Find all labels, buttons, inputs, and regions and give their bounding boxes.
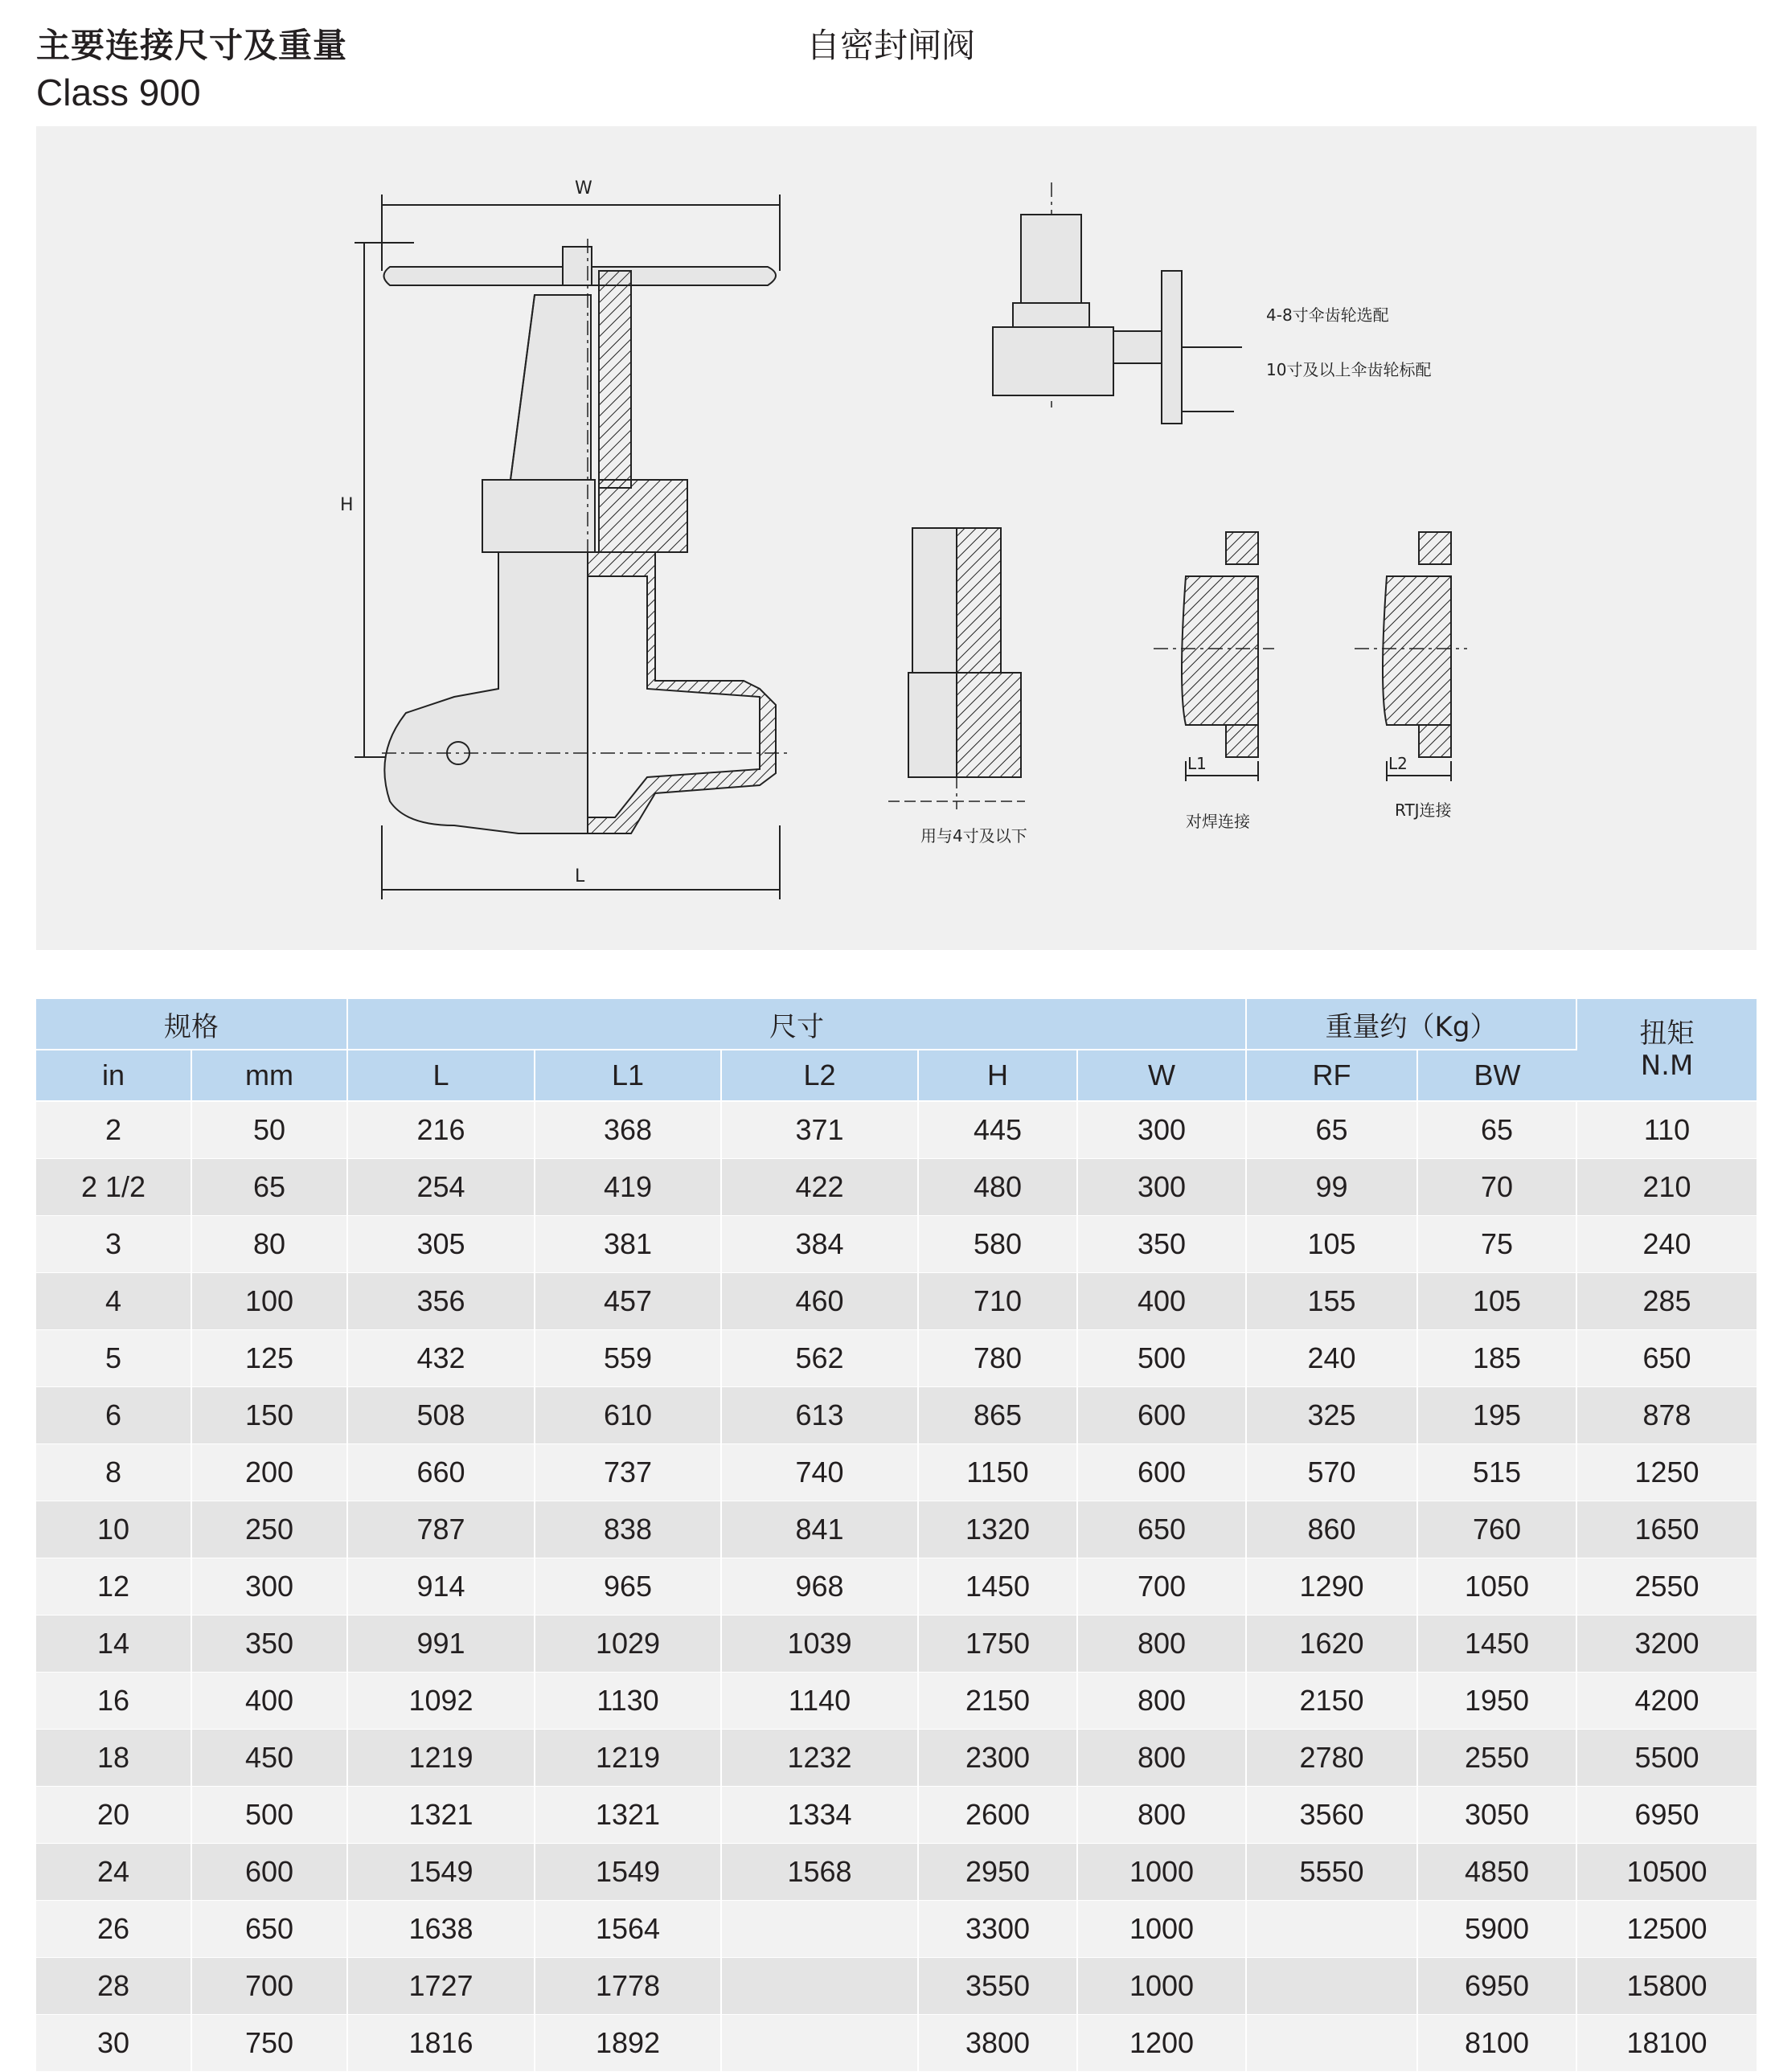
table-cell: 965 xyxy=(535,1558,721,1615)
small-size-note: 用与4寸及以下 xyxy=(920,826,1027,846)
table-row xyxy=(36,1273,1757,1330)
section-title: 主要连接尺寸及重量 xyxy=(36,26,348,65)
table-cell: 10500 xyxy=(1576,1844,1757,1901)
table-cell: 2 xyxy=(36,1101,191,1159)
table-cell: 4850 xyxy=(1417,1844,1576,1901)
table-cell: 30 xyxy=(36,2015,191,2072)
table-cell: 740 xyxy=(721,1444,918,1501)
table-cell: 432 xyxy=(347,1330,535,1387)
table-cell xyxy=(721,1901,918,1958)
table-cell: 800 xyxy=(1077,1730,1246,1787)
table-cell: 50 xyxy=(191,1101,347,1159)
table-cell: 5900 xyxy=(1417,1901,1576,1958)
table-body xyxy=(36,1101,1757,2072)
table-cell: 20 xyxy=(36,1787,191,1844)
table-row xyxy=(36,1216,1757,1273)
table-cell: 2150 xyxy=(918,1673,1077,1730)
table-row xyxy=(36,1730,1757,1787)
table-cell: 75 xyxy=(1417,1216,1576,1273)
table-cell: 1250 xyxy=(1576,1444,1757,1501)
table-cell: 1750 xyxy=(918,1615,1077,1673)
table-cell: 80 xyxy=(191,1216,347,1273)
table-cell: 1050 xyxy=(1417,1558,1576,1615)
table-cell: 1816 xyxy=(347,2015,535,2072)
table-cell: 5550 xyxy=(1246,1844,1417,1901)
table-cell: 185 xyxy=(1417,1330,1576,1387)
header-torque-unit: N.M xyxy=(1640,1050,1694,1082)
table-cell: 2950 xyxy=(918,1844,1077,1901)
table-cell: 381 xyxy=(535,1216,721,1273)
table-cell: 1130 xyxy=(535,1673,721,1730)
dimension-h xyxy=(355,243,414,757)
table-cell: 1219 xyxy=(535,1730,721,1787)
table-cell: 838 xyxy=(535,1501,721,1558)
table-cell: 1000 xyxy=(1077,1844,1246,1901)
col-l2: L2 xyxy=(721,1050,918,1101)
table-row xyxy=(36,1387,1757,1444)
table-cell: 914 xyxy=(347,1558,535,1615)
table-cell: 700 xyxy=(191,1958,347,2015)
table-cell: 18100 xyxy=(1576,2015,1757,2072)
table-cell: 16 xyxy=(36,1673,191,1730)
table-cell: 2150 xyxy=(1246,1673,1417,1730)
table-cell: 968 xyxy=(721,1558,918,1615)
table-cell: 3200 xyxy=(1576,1615,1757,1673)
table-cell: 800 xyxy=(1077,1615,1246,1673)
table-cell: 350 xyxy=(1077,1216,1246,1273)
table-cell: 254 xyxy=(347,1159,535,1216)
table-cell: 325 xyxy=(1246,1387,1417,1444)
col-l1: L1 xyxy=(535,1050,721,1101)
table-cell: 841 xyxy=(721,1501,918,1558)
table-row xyxy=(36,1444,1757,1501)
table-row xyxy=(36,1901,1757,1958)
table-row xyxy=(36,1159,1757,1216)
table-cell xyxy=(721,2015,918,2072)
table-cell xyxy=(1246,1958,1417,2015)
table-cell: 2550 xyxy=(1576,1558,1757,1615)
table-cell: 450 xyxy=(191,1730,347,1787)
table-cell: 6950 xyxy=(1576,1787,1757,1844)
table-cell: 356 xyxy=(347,1273,535,1330)
table-cell: 750 xyxy=(191,2015,347,2072)
table-cell: 600 xyxy=(1077,1444,1246,1501)
header-torque-label: 扭矩 xyxy=(1639,1018,1695,1050)
table-cell: 105 xyxy=(1246,1216,1417,1273)
table-cell: 195 xyxy=(1417,1387,1576,1444)
table-cell: 5 xyxy=(36,1330,191,1387)
table-cell: 368 xyxy=(535,1101,721,1159)
table-cell: 865 xyxy=(918,1387,1077,1444)
table-cell: 559 xyxy=(535,1330,721,1387)
label-h: H xyxy=(340,495,354,515)
table-cell: 8 xyxy=(36,1444,191,1501)
table-cell: 1638 xyxy=(347,1901,535,1958)
bevel-gear-operator xyxy=(993,182,1242,424)
table-cell: 384 xyxy=(721,1216,918,1273)
table-cell: 2780 xyxy=(1246,1730,1417,1787)
table-cell: 26 xyxy=(36,1901,191,1958)
table-cell: 1039 xyxy=(721,1615,918,1673)
header-weight: 重量约（Kg） xyxy=(1246,999,1576,1050)
table-cell xyxy=(1246,1901,1417,1958)
table-cell: 3300 xyxy=(918,1901,1077,1958)
table-cell: 1232 xyxy=(721,1730,918,1787)
table-cell: 3550 xyxy=(918,1958,1077,2015)
label-w: W xyxy=(575,178,592,199)
table-cell: 15800 xyxy=(1576,1958,1757,2015)
table-cell: 760 xyxy=(1417,1501,1576,1558)
table-cell: 508 xyxy=(347,1387,535,1444)
table-cell: 305 xyxy=(347,1216,535,1273)
gear-note-2: 10寸及以上伞齿轮标配 xyxy=(1266,360,1432,379)
table-cell: 1727 xyxy=(347,1958,535,2015)
table-cell: 371 xyxy=(721,1101,918,1159)
valve-body xyxy=(384,552,588,833)
table-cell xyxy=(721,1958,918,2015)
table-cell: 610 xyxy=(535,1387,721,1444)
table-cell: 1200 xyxy=(1077,2015,1246,2072)
table-cell: 10 xyxy=(36,1501,191,1558)
col-h: H xyxy=(918,1050,1077,1101)
table-cell: 14 xyxy=(36,1615,191,1673)
table-cell: 210 xyxy=(1576,1159,1757,1216)
table-row xyxy=(36,1501,1757,1558)
table-cell: 1321 xyxy=(347,1787,535,1844)
table-cell: 1564 xyxy=(535,1901,721,1958)
table-cell: 3560 xyxy=(1246,1787,1417,1844)
table-cell: 28 xyxy=(36,1958,191,2015)
table-cell: 65 xyxy=(1417,1101,1576,1159)
table-cell xyxy=(1246,2015,1417,2072)
col-mm: mm xyxy=(191,1050,347,1101)
col-l: L xyxy=(347,1050,535,1101)
table-cell: 1000 xyxy=(1077,1958,1246,2015)
table-row xyxy=(36,1787,1757,1844)
table-cell: 250 xyxy=(191,1501,347,1558)
table-cell: 419 xyxy=(535,1159,721,1216)
table-row xyxy=(36,1958,1757,2015)
table-cell: 1290 xyxy=(1246,1558,1417,1615)
label-l: L xyxy=(575,866,585,887)
table-cell: 155 xyxy=(1246,1273,1417,1330)
table-cell: 800 xyxy=(1077,1673,1246,1730)
butt-weld-end-detail xyxy=(1154,532,1274,781)
table-cell: 6950 xyxy=(1417,1958,1576,2015)
table-cell: 600 xyxy=(1077,1387,1246,1444)
table-cell: 200 xyxy=(191,1444,347,1501)
table-cell: 6 xyxy=(36,1387,191,1444)
rtj-label: RTJ连接 xyxy=(1395,801,1452,820)
table-cell: 422 xyxy=(721,1159,918,1216)
table-cell: 1778 xyxy=(535,1958,721,2015)
table-cell: 515 xyxy=(1417,1444,1576,1501)
table-cell: 1568 xyxy=(721,1844,918,1901)
table-cell: 878 xyxy=(1576,1387,1757,1444)
table-row xyxy=(36,1330,1757,1387)
table-cell: 216 xyxy=(347,1101,535,1159)
label-l1: L1 xyxy=(1187,754,1207,773)
table-cell: 2550 xyxy=(1417,1730,1576,1787)
header-size: 尺寸 xyxy=(347,999,1246,1050)
table-cell: 650 xyxy=(191,1901,347,1958)
col-rf: RF xyxy=(1246,1050,1417,1101)
product-name: 自密封闸阀 xyxy=(806,26,976,65)
table-cell: 18 xyxy=(36,1730,191,1787)
table-row xyxy=(36,2015,1757,2072)
table-cell: 24 xyxy=(36,1844,191,1901)
table-cell: 8100 xyxy=(1417,2015,1576,2072)
technical-drawing-panel xyxy=(36,126,1757,950)
col-bw: BW xyxy=(1417,1050,1576,1101)
dimension-l xyxy=(382,825,780,899)
table-cell: 99 xyxy=(1246,1159,1417,1216)
table-cell: 1892 xyxy=(535,2015,721,2072)
table-cell: 700 xyxy=(1077,1558,1246,1615)
table-cell: 500 xyxy=(191,1787,347,1844)
table-cell: 1450 xyxy=(918,1558,1077,1615)
table-cell: 2 1/2 xyxy=(36,1159,191,1216)
table-cell: 12 xyxy=(36,1558,191,1615)
table-row xyxy=(36,1615,1757,1673)
small-size-bonnet-detail xyxy=(888,528,1025,809)
table-cell: 300 xyxy=(1077,1159,1246,1216)
table-cell: 125 xyxy=(191,1330,347,1387)
table-cell: 1450 xyxy=(1417,1615,1576,1673)
table-cell: 1549 xyxy=(347,1844,535,1901)
table-cell: 860 xyxy=(1246,1501,1417,1558)
table-cell: 570 xyxy=(1246,1444,1417,1501)
table-cell: 1950 xyxy=(1417,1673,1576,1730)
table-cell: 285 xyxy=(1576,1273,1757,1330)
table-cell: 660 xyxy=(347,1444,535,1501)
table-cell: 1092 xyxy=(347,1673,535,1730)
pressure-class: Class 900 xyxy=(36,72,201,113)
table-cell: 710 xyxy=(918,1273,1077,1330)
table-cell: 580 xyxy=(918,1216,1077,1273)
table-cell: 787 xyxy=(347,1501,535,1558)
bonnet xyxy=(482,480,595,552)
table-cell: 350 xyxy=(191,1615,347,1673)
butt-weld-label: 对焊连接 xyxy=(1186,812,1250,831)
table-cell: 240 xyxy=(1246,1330,1417,1387)
table-header xyxy=(36,999,1757,1101)
table-row xyxy=(36,1844,1757,1901)
table-cell: 110 xyxy=(1576,1101,1757,1159)
table-row xyxy=(36,1558,1757,1615)
table-cell: 562 xyxy=(721,1330,918,1387)
table-cell: 460 xyxy=(721,1273,918,1330)
table-cell: 780 xyxy=(918,1330,1077,1387)
gate-valve-drawing xyxy=(36,126,1757,950)
table-cell: 65 xyxy=(191,1159,347,1216)
gear-note-1: 4-8寸伞齿轮选配 xyxy=(1266,305,1389,325)
page-header xyxy=(36,23,347,116)
table-cell: 4 xyxy=(36,1273,191,1330)
rtj-end-detail xyxy=(1355,532,1467,781)
table-cell: 991 xyxy=(347,1615,535,1673)
table-cell: 2600 xyxy=(918,1787,1077,1844)
table-cell: 1000 xyxy=(1077,1901,1246,1958)
table-row xyxy=(36,1101,1757,1159)
table-cell: 1334 xyxy=(721,1787,918,1844)
table-cell: 1650 xyxy=(1576,1501,1757,1558)
table-cell: 2300 xyxy=(918,1730,1077,1787)
table-cell: 300 xyxy=(1077,1101,1246,1159)
table-cell: 4200 xyxy=(1576,1673,1757,1730)
dimensions-weight-table xyxy=(36,999,1757,2072)
table-cell: 1620 xyxy=(1246,1615,1417,1673)
table-cell: 65 xyxy=(1246,1101,1417,1159)
header-spec: 规格 xyxy=(36,999,347,1050)
header-torque xyxy=(1576,999,1757,1101)
table-cell: 650 xyxy=(1077,1501,1246,1558)
table-cell: 1150 xyxy=(918,1444,1077,1501)
table-cell: 1029 xyxy=(535,1615,721,1673)
table-cell: 400 xyxy=(1077,1273,1246,1330)
label-l2: L2 xyxy=(1388,754,1408,773)
table-cell: 480 xyxy=(918,1159,1077,1216)
table-cell: 600 xyxy=(191,1844,347,1901)
table-cell: 5500 xyxy=(1576,1730,1757,1787)
table-cell: 1549 xyxy=(535,1844,721,1901)
table-cell: 500 xyxy=(1077,1330,1246,1387)
table-row xyxy=(36,1673,1757,1730)
table-cell: 1321 xyxy=(535,1787,721,1844)
col-in: in xyxy=(36,1050,191,1101)
table-cell: 445 xyxy=(918,1101,1077,1159)
table-cell: 457 xyxy=(535,1273,721,1330)
table-cell: 70 xyxy=(1417,1159,1576,1216)
table-cell: 150 xyxy=(191,1387,347,1444)
table-cell: 100 xyxy=(191,1273,347,1330)
table-cell: 1219 xyxy=(347,1730,535,1787)
table-cell: 613 xyxy=(721,1387,918,1444)
table-cell: 400 xyxy=(191,1673,347,1730)
table-cell: 800 xyxy=(1077,1787,1246,1844)
table-cell: 300 xyxy=(191,1558,347,1615)
table-cell: 3050 xyxy=(1417,1787,1576,1844)
table-cell: 105 xyxy=(1417,1273,1576,1330)
table-cell: 650 xyxy=(1576,1330,1757,1387)
col-w: W xyxy=(1077,1050,1246,1101)
table-cell: 1320 xyxy=(918,1501,1077,1558)
table-cell: 1140 xyxy=(721,1673,918,1730)
table-cell: 12500 xyxy=(1576,1901,1757,1958)
table-cell: 737 xyxy=(535,1444,721,1501)
table-cell: 3800 xyxy=(918,2015,1077,2072)
table-cell: 240 xyxy=(1576,1216,1757,1273)
table-cell: 3 xyxy=(36,1216,191,1273)
